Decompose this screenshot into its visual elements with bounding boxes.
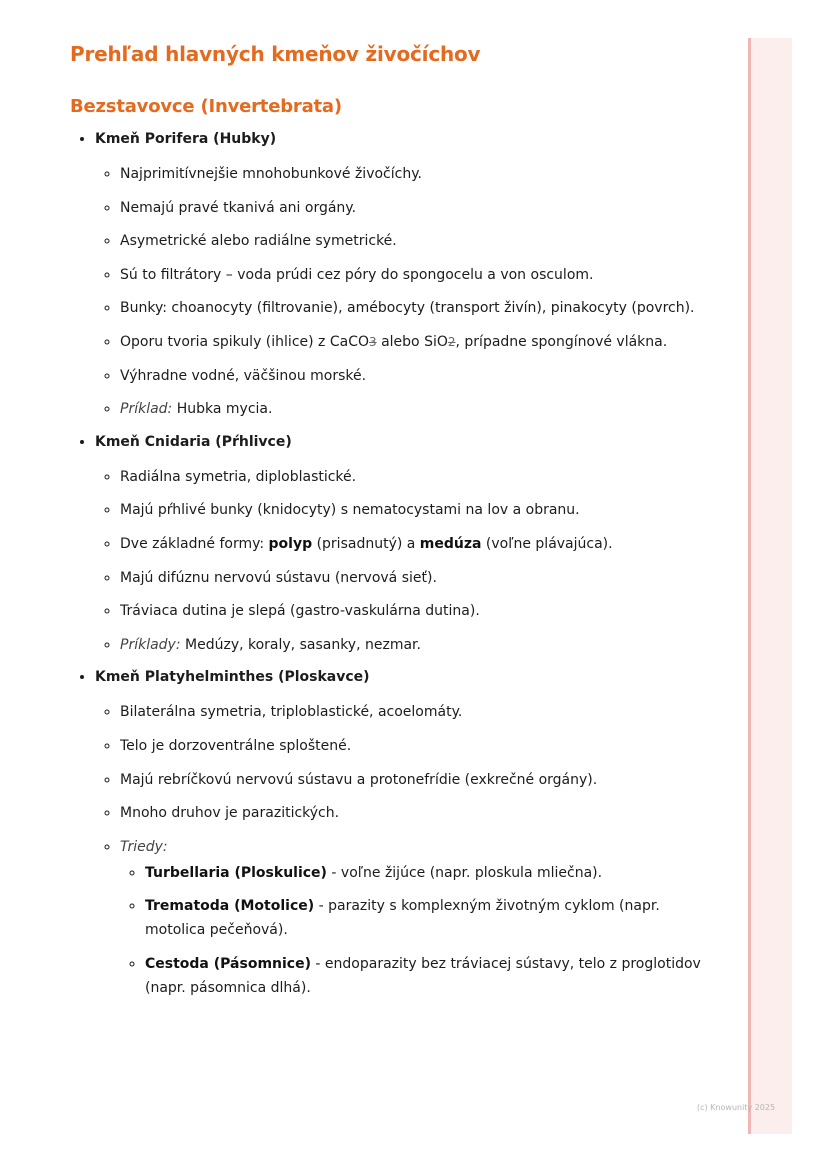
fact-item: ◦ Sú to filtrátory – voda prúdi cez póry do spongocelu a von osculom.: [120, 263, 720, 287]
fact-item: ◦ Nemajú pravé tkanivá ani orgány.: [120, 196, 720, 220]
example-label: Príklady:: [120, 636, 181, 653]
section-heading: Bezstavovce (Invertebrata): [70, 96, 342, 117]
example-item: [120, 397, 720, 421]
fact-text: , prípadne spongínové vlákna.: [455, 333, 668, 350]
copyright-footer: (c) Knowunity 2025: [697, 1103, 776, 1112]
page-margin-line: [748, 38, 751, 1134]
class-description: - parazity s komplexným životným cyklom (napr. motolica pečeňová).: [145, 898, 660, 939]
phylum-cnidaria: [95, 431, 720, 657]
phylum-platyhelminthes: [95, 666, 720, 1000]
phylum-title: • Kmeň Platyhelminthes (Ploskavce): [95, 669, 370, 686]
fact-text: Dve základné formy:: [120, 535, 269, 552]
fact-text: Oporu tvoria spikuly (ihlice) z CaCO: [120, 333, 369, 350]
fact-item: [120, 532, 720, 556]
phylum-porifera: [95, 128, 720, 421]
fact-text: (voľne plávajúca).: [481, 535, 613, 552]
example-item: [120, 633, 720, 657]
classes-item: [120, 835, 720, 1000]
phylum-title: • Kmeň Porifera (Hubky): [95, 131, 277, 147]
classes-label: Triedy:: [120, 838, 168, 855]
fact-item: [120, 330, 720, 354]
fact-text: alebo SiO: [376, 333, 448, 350]
fact-item: ◦ Výhradne vodné, väčšinou morské.: [120, 364, 720, 388]
class-item: [145, 952, 720, 1000]
class-name: Trematoda (Motolice): [145, 898, 315, 915]
fact-item: ◦ Bunky: choanocyty (filtrovanie), amébocyty (transport živín), pinakocyty (povrch).: [120, 296, 720, 320]
fact-item: ◦ Bilaterálna symetria, triploblastické, acoelomáty.: [120, 700, 720, 724]
fact-item: ◦ Majú pŕhlivé bunky (knidocyty) s nematocystami na lov a obranu.: [120, 498, 720, 522]
page-margin-band: [748, 38, 792, 1134]
struck-subscript: 3: [369, 334, 377, 349]
fact-list: [95, 465, 720, 657]
document-content: [70, 38, 720, 1009]
example-text: Hubka mycia.: [172, 401, 273, 418]
example-text: Medúzy, koraly, sasanky, nezmar.: [180, 636, 421, 653]
example-label: Príklad:: [120, 401, 173, 418]
class-description: - endoparazity bez tráviacej sústavy, telo z proglotidov (napr. pásomnica dlhá).: [145, 955, 701, 996]
class-description: - voľne žijúce (napr. ploskula mliečna).: [326, 864, 603, 881]
term-meduza: medúza: [419, 535, 482, 552]
struck-subscript: 2: [447, 334, 456, 349]
phyla-list: [70, 128, 720, 1000]
fact-item: ◦ Telo je dorzoventrálne sploštené.: [120, 734, 720, 758]
fact-item: ◦ Asymetrické alebo radiálne symetrické.: [120, 229, 720, 253]
page-title: Prehľad hlavných kmeňov živočíchov: [70, 42, 481, 66]
fact-item: ◦ Najprimitívnejšie mnohobunkové živočíchy.: [120, 162, 720, 186]
fact-item: ◦ Tráviaca dutina je slepá (gastro-vaskulárna dutina).: [120, 599, 720, 623]
fact-text: (prisadnutý) a: [312, 535, 420, 552]
fact-item: ◦ Mnoho druhov je parazitických.: [120, 801, 720, 825]
class-item: [145, 894, 720, 942]
phylum-title: • Kmeň Cnidaria (Pŕhlivce): [95, 433, 292, 450]
class-item: [145, 861, 720, 885]
fact-item: ◦ Radiálna symetria, diploblastické.: [120, 465, 720, 489]
fact-list: [95, 700, 720, 1000]
class-name: Turbellaria (Ploskulice): [145, 864, 327, 881]
fact-item: ◦ Majú rebríčkovú nervovú sústavu a protonefrídie (exkrečné orgány).: [120, 768, 720, 792]
term-polyp: polyp: [268, 535, 313, 552]
fact-item: ◦ Majú difúznu nervovú sústavu (nervová sieť).: [120, 566, 720, 590]
class-list: [120, 861, 720, 1000]
class-name: Cestoda (Pásomnice): [145, 955, 311, 972]
fact-list: [95, 162, 720, 421]
